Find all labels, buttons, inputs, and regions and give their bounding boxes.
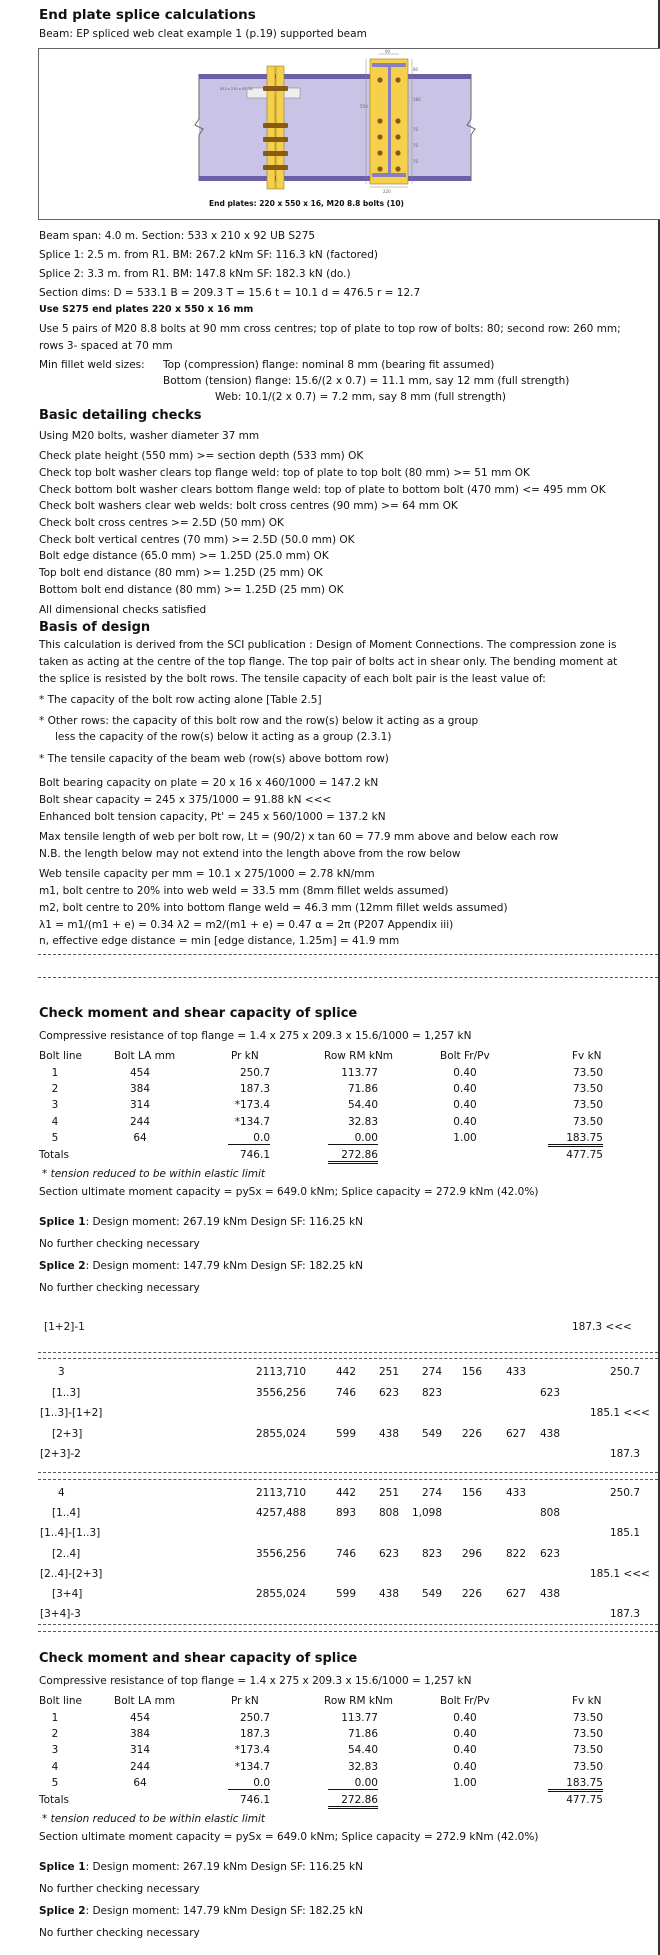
col-header-bolt-line: Bolt line bbox=[39, 1050, 82, 1062]
detailing-check: Check bolt vertical centres (70 mm) >= 2.5D (50.0 mm) OK bbox=[39, 534, 355, 546]
bolt-la-cell: 244 bbox=[129, 1760, 151, 1773]
row-rm-total: 272.86 bbox=[328, 1149, 378, 1164]
capacity-line: Bolt bearing capacity on plate = 20 x 16 x 460/1000 = 147.2 kN bbox=[39, 777, 379, 789]
row-rm-cell: 113.77 bbox=[341, 1712, 378, 1724]
group-cell: 6,256 bbox=[275, 1386, 306, 1399]
detailing-check: Check bolt washers clear web welds: bolt cross centres (90 mm) >= 64 mm OK bbox=[39, 500, 458, 512]
row-rm-cell: 0.00 bbox=[328, 1777, 378, 1790]
group-cell: 822 bbox=[505, 1547, 526, 1560]
group-cell: 1,098 bbox=[411, 1507, 442, 1520]
no-further-checking: No further checking necessary bbox=[39, 1238, 200, 1250]
no-further-checking: No further checking necessary bbox=[39, 1927, 200, 1939]
figure-caption: End plates: 220 x 550 x 16, M20 8.8 bolts (10) bbox=[209, 199, 404, 208]
splice-2-text: : Design moment: 147.79 kNm Design SF: 182.25 kN bbox=[85, 1905, 363, 1917]
fr-pv-cell: 0.40 bbox=[453, 1744, 477, 1757]
row-rm-cell: 54.40 bbox=[347, 1099, 378, 1112]
pr-cell: 187.3 bbox=[239, 1083, 270, 1096]
group-cell: 438 bbox=[378, 1588, 399, 1600]
fv-cell: 73.50 bbox=[572, 1115, 603, 1128]
splice-1-label: Splice 1 bbox=[39, 1216, 86, 1228]
bolt-line-cell: 4 bbox=[51, 1115, 59, 1128]
group-cell: 623 bbox=[539, 1547, 560, 1560]
col-header-row-rm: Row RM kNm bbox=[324, 1050, 394, 1062]
col-header-bolt-la: Bolt LA mm bbox=[114, 1050, 176, 1062]
bolt-line-cell: 2 bbox=[51, 1728, 59, 1741]
group-cell: 156 bbox=[461, 1366, 482, 1378]
group-cell: 7,488 bbox=[275, 1507, 306, 1520]
col-header-fr-pv: Bolt Fr/Pv bbox=[440, 1050, 490, 1062]
fr-pv-cell: 0.40 bbox=[453, 1067, 477, 1079]
m-line: m1, bolt centre to 20% into web weld = 33.5 mm (8mm fillet welds assumed) bbox=[39, 885, 449, 897]
fv-total: 477.75 bbox=[566, 1794, 603, 1806]
detailing-check: Bolt edge distance (65.0 mm) >= 1.25D (25.0 mm) OK bbox=[39, 550, 329, 562]
fv-cell: 73.50 bbox=[572, 1728, 603, 1741]
col-header-fv: Fv kN bbox=[572, 1050, 602, 1062]
bolt-la-cell: 384 bbox=[129, 1083, 151, 1096]
ultimate-capacity: Section ultimate moment capacity = pySx = 649.0 kNm; Splice capacity = 272.9 kNm (42.0%) bbox=[39, 1831, 539, 1843]
bottom-flange-shape bbox=[199, 176, 471, 181]
fillet-line: Top (compression) flange: nominal 8 mm (bearing fit assumed) bbox=[163, 359, 495, 371]
totals-label: Totals bbox=[39, 1149, 69, 1161]
group-cell: 187.3 bbox=[609, 1608, 640, 1621]
beam-description: Beam: EP spliced web cleat example 1 (p.19) supported beam bbox=[39, 28, 367, 40]
group-cell: 251 bbox=[378, 1366, 399, 1378]
bolt-la-cell: 64 bbox=[133, 1131, 147, 1144]
row-rm-cell: 32.83 bbox=[347, 1760, 378, 1773]
pr-cell: 0.0 bbox=[228, 1132, 270, 1145]
fv-cell: 183.75 bbox=[548, 1777, 603, 1792]
end-plate-drawing bbox=[39, 49, 660, 219]
bolt-line-cell: 4 bbox=[51, 1760, 59, 1773]
no-further-checking: No further checking necessary bbox=[39, 1883, 200, 1895]
fv-total: 477.75 bbox=[566, 1149, 603, 1161]
splice-1-label: Splice 1 bbox=[39, 1861, 86, 1873]
group-a-value: 187.3 <<< bbox=[572, 1321, 632, 1333]
group-cell: 823 bbox=[421, 1547, 442, 1560]
group-cell: 549 bbox=[421, 1588, 442, 1600]
compressive-line: Compressive resistance of top flange = 1.4 x 275 x 209.3 x 15.6/1000 = 1,257 kN bbox=[39, 1030, 472, 1042]
bolts-para: rows 3- spaced at 70 mm bbox=[39, 340, 173, 352]
tension-note: * tension reduced to be within elastic limit bbox=[42, 1813, 266, 1825]
capacity-line: Bolt shear capacity = 245 x 375/1000 = 91.88 kN <<< bbox=[39, 794, 332, 806]
fr-pv-cell: 1.00 bbox=[453, 1131, 477, 1144]
pr-cell: *134.7 bbox=[234, 1115, 270, 1128]
detailing-check: Check bolt cross centres >= 2.5D (50 mm) OK bbox=[39, 517, 284, 529]
basis-heading: Basis of design bbox=[39, 620, 151, 635]
page-title: End plate splice calculations bbox=[39, 7, 256, 23]
group-row-label: [2..4] bbox=[52, 1547, 81, 1560]
fr-pv-cell: 0.40 bbox=[453, 1760, 477, 1773]
group-cell: 433 bbox=[505, 1366, 526, 1378]
group-cell: 823 bbox=[421, 1386, 442, 1399]
row-rm-cell: 54.40 bbox=[347, 1744, 378, 1757]
divider bbox=[38, 1472, 658, 1473]
row-rm-cell: 32.83 bbox=[347, 1115, 378, 1128]
splice-2-label: Splice 2 bbox=[39, 1260, 86, 1272]
group-cell: 627 bbox=[505, 1588, 526, 1600]
fillet-label: Min fillet weld sizes: bbox=[39, 359, 145, 371]
dim-bottom: 220 bbox=[383, 189, 391, 194]
fillet-line: Bottom (tension) flange: 15.6/(2 x 0.7) = 11.1 mm, say 12 mm (full strength) bbox=[163, 375, 570, 387]
splice-2-line bbox=[39, 1260, 363, 1272]
group-cell: 3,710 bbox=[275, 1366, 306, 1378]
group-cell: 623 bbox=[378, 1386, 399, 1399]
group-row-label: [1..4]-[1..3] bbox=[40, 1527, 101, 1540]
fv-cell: 73.50 bbox=[572, 1760, 603, 1773]
group-cell: 250.7 bbox=[609, 1487, 640, 1499]
group-cell: 599 bbox=[335, 1427, 356, 1440]
info-line: Beam span: 4.0 m. Section: 533 x 210 x 92 UB S275 bbox=[39, 230, 316, 242]
group-cell: 599 bbox=[335, 1588, 356, 1600]
bolt-line-cell: 3 bbox=[51, 1099, 59, 1112]
plate-spec: Use S275 end plates 220 x 550 x 16 mm bbox=[39, 304, 254, 315]
web-tension-line: Web tensile capacity per mm = 10.1 x 275/1000 = 2.78 kN/mm bbox=[39, 868, 375, 880]
dim-right-2: 70 bbox=[413, 127, 419, 132]
group-cell: 226 bbox=[461, 1427, 482, 1440]
group-cell: 187.3 bbox=[609, 1448, 640, 1460]
col-header-fr-pv: Bolt Fr/Pv bbox=[440, 1695, 490, 1707]
splice-2-line bbox=[39, 1905, 363, 1917]
group-cell: 226 bbox=[461, 1588, 482, 1600]
group-cell: 442 bbox=[335, 1487, 356, 1499]
detailing-check: Check top bolt washer clears top flange weld: top of plate to top bolt (80 mm) >= 51 mm OK bbox=[39, 467, 530, 479]
bolt-la-cell: 64 bbox=[133, 1776, 147, 1789]
group-cell: 355 bbox=[255, 1386, 276, 1399]
pr-cell: 187.3 bbox=[239, 1728, 270, 1741]
capacity-line: Enhanced bolt tension capacity, Pt' = 245 x 560/1000 = 137.2 kN bbox=[39, 811, 386, 823]
group-row-label: [3+4] bbox=[52, 1588, 83, 1600]
basis-item: * Other rows: the capacity of this bolt row and the row(s) below it acting as a group bbox=[39, 715, 479, 727]
col-header-bolt-line: Bolt line bbox=[39, 1695, 82, 1707]
basis-para: the splice is resisted by the bolt rows. The tensile capacity of each bolt pair is the least value of: bbox=[39, 673, 546, 685]
col-header-bolt-la: Bolt LA mm bbox=[114, 1695, 176, 1707]
basis-item-continued: less the capacity of the row(s) below it acting as a group (2.3.1) bbox=[55, 731, 392, 743]
group-row-label: [1..3]-[1+2] bbox=[40, 1407, 103, 1419]
detailing-check: Check plate height (550 mm) >= section depth (533 mm) OK bbox=[39, 450, 364, 462]
group-cell: 251 bbox=[378, 1487, 399, 1499]
group-cell: 808 bbox=[539, 1507, 560, 1520]
group-cell: 6,256 bbox=[275, 1547, 306, 1560]
group-cell: 425 bbox=[255, 1507, 276, 1520]
tension-note: * tension reduced to be within elastic limit bbox=[42, 1168, 266, 1180]
pr-cell: *173.4 bbox=[234, 1744, 270, 1757]
pr-cell: 250.7 bbox=[239, 1712, 270, 1724]
ultimate-capacity: Section ultimate moment capacity = pySx = 649.0 kNm; Splice capacity = 272.9 kNm (42.0%) bbox=[39, 1186, 539, 1198]
info-line: Section dims: D = 533.1 B = 209.3 T = 15.6 t = 10.1 d = 476.5 r = 12.7 bbox=[39, 287, 421, 299]
group-cell: 627 bbox=[505, 1427, 526, 1440]
totals-label: Totals bbox=[39, 1794, 69, 1806]
fillet-line: Web: 10.1/(2 x 0.7) = 7.2 mm, say 8 mm (full strength) bbox=[215, 391, 506, 403]
check-heading: Check moment and shear capacity of splice bbox=[39, 1651, 358, 1666]
group-cell: 5,024 bbox=[275, 1588, 306, 1600]
section-label: 533 x 210 x 92 UB bbox=[220, 87, 253, 91]
bolt-la-cell: 314 bbox=[129, 1099, 151, 1112]
row-rm-cell: 113.77 bbox=[341, 1067, 378, 1079]
col-header-pr: Pr kN bbox=[231, 1050, 259, 1062]
divider bbox=[38, 1631, 658, 1632]
group-cell: 438 bbox=[539, 1427, 560, 1440]
group-cell: 5,024 bbox=[275, 1427, 306, 1440]
group-row-label: 4 bbox=[58, 1487, 65, 1499]
group-cell: 3,710 bbox=[275, 1487, 306, 1499]
dim-right-3: 70 bbox=[413, 143, 419, 148]
group-row-label: [1..4] bbox=[52, 1507, 81, 1520]
group-cell: 274 bbox=[421, 1487, 442, 1499]
group-row-label: [1..3] bbox=[52, 1386, 81, 1399]
bolt-la-cell: 244 bbox=[129, 1115, 151, 1128]
splice-1-line bbox=[39, 1861, 363, 1873]
col-header-row-rm: Row RM kNm bbox=[324, 1695, 394, 1707]
bolt-line-cell: 3 bbox=[51, 1744, 59, 1757]
bolt-la-cell: 454 bbox=[129, 1712, 151, 1724]
dim-right-4: 70 bbox=[413, 159, 419, 164]
bolt-line-cell: 1 bbox=[51, 1712, 59, 1724]
web-length-line: Max tensile length of web per bolt row, Lt = (90/2) x tan 60 = 77.9 mm above and below each row bbox=[39, 831, 559, 843]
fr-pv-cell: 0.40 bbox=[453, 1099, 477, 1112]
group-cell: 274 bbox=[421, 1366, 442, 1378]
group-cell: 442 bbox=[335, 1366, 356, 1378]
fv-cell: 73.50 bbox=[572, 1744, 603, 1757]
fv-cell: 73.50 bbox=[572, 1067, 603, 1079]
group-cell: 808 bbox=[378, 1507, 399, 1520]
divider bbox=[38, 1624, 658, 1625]
pr-cell: *134.7 bbox=[234, 1760, 270, 1773]
bolt-la-cell: 314 bbox=[129, 1744, 151, 1757]
splice-1-text: : Design moment: 267.19 kNm Design SF: 116.25 kN bbox=[85, 1216, 363, 1228]
fv-cell: 73.50 bbox=[572, 1099, 603, 1112]
detailing-heading: Basic detailing checks bbox=[39, 408, 202, 423]
fr-pv-cell: 0.40 bbox=[453, 1083, 477, 1096]
group-cell: 438 bbox=[539, 1588, 560, 1600]
group-cell: 156 bbox=[461, 1487, 482, 1499]
divider bbox=[38, 1479, 658, 1480]
group-cell: 746 bbox=[335, 1547, 356, 1560]
detailing-check: Top bolt end distance (80 mm) >= 1.25D (25 mm) OK bbox=[39, 567, 323, 579]
basis-item: * The capacity of the bolt row acting alone [Table 2.5] bbox=[39, 694, 322, 706]
splice-2-text: : Design moment: 147.79 kNm Design SF: 182.25 kN bbox=[85, 1260, 363, 1272]
row-rm-cell: 71.86 bbox=[347, 1083, 378, 1096]
splice-2-label: Splice 2 bbox=[39, 1905, 86, 1917]
detailing-summary: All dimensional checks satisfied bbox=[39, 604, 207, 616]
fv-cell: 73.50 bbox=[572, 1083, 603, 1096]
web-length-line: N.B. the length below may not extend into the length above from the row below bbox=[39, 848, 461, 860]
check-heading: Check moment and shear capacity of splice bbox=[39, 1006, 358, 1021]
group-cell: 355 bbox=[255, 1547, 276, 1560]
fv-cell: 183.75 bbox=[548, 1132, 603, 1147]
bolt-line-cell: 1 bbox=[51, 1067, 59, 1079]
group-cell: 185.1 <<< bbox=[590, 1567, 650, 1580]
info-line: Splice 1: 2.5 m. from R1. BM: 267.2 kNm SF: 116.3 kN (factored) bbox=[39, 249, 378, 261]
pr-cell: 0.0 bbox=[228, 1777, 270, 1790]
basis-item-text: Other rows: the capacity of this bolt row and the row(s) below it acting as a group bbox=[47, 715, 479, 727]
group-row-label: [2+3]-2 bbox=[40, 1448, 81, 1460]
no-further-checking: No further checking necessary bbox=[39, 1282, 200, 1294]
group-cell: 285 bbox=[255, 1588, 276, 1600]
detailing-check: Bottom bolt end distance (80 mm) >= 1.25D (25 mm) OK bbox=[39, 584, 344, 596]
group-cell: 623 bbox=[378, 1547, 399, 1560]
compressive-line: Compressive resistance of top flange = 1.4 x 275 x 209.3 x 15.6/1000 = 1,257 kN bbox=[39, 1675, 472, 1687]
basis-item-text: The tensile capacity of the beam web (row(s) above bottom row) bbox=[47, 753, 389, 765]
detailing-intro: Using M20 bolts, washer diameter 37 mm bbox=[39, 430, 260, 442]
pr-cell: 250.7 bbox=[239, 1067, 270, 1079]
row-rm-cell: 71.86 bbox=[347, 1728, 378, 1741]
bolt-line-cell: 5 bbox=[51, 1776, 59, 1789]
dim-right-0: 80 bbox=[413, 67, 419, 72]
group-cell: 893 bbox=[335, 1507, 356, 1520]
group-cell: 285 bbox=[255, 1427, 276, 1440]
row-rm-total: 272.86 bbox=[328, 1794, 378, 1809]
splice-1-text: : Design moment: 267.19 kNm Design SF: 116.25 kN bbox=[85, 1861, 363, 1873]
divider bbox=[38, 977, 658, 978]
fr-pv-cell: 1.00 bbox=[453, 1776, 477, 1789]
col-header-fv: Fv kN bbox=[572, 1695, 602, 1707]
group-row-label: [2..4]-[2+3] bbox=[40, 1567, 103, 1580]
bolt-line-cell: 5 bbox=[51, 1131, 59, 1144]
group-cell: 549 bbox=[421, 1427, 442, 1440]
row-rm-cell: 0.00 bbox=[328, 1132, 378, 1145]
basis-item: * The tensile capacity of the beam web (row(s) above bottom row) bbox=[39, 753, 389, 765]
fr-pv-cell: 0.40 bbox=[453, 1728, 477, 1741]
group-cell: 433 bbox=[505, 1487, 526, 1499]
basis-para: taken as acting at the centre of the top flange. The top pair of bolts act in shear only. The bending moment at bbox=[39, 656, 618, 668]
bolt-la-cell: 384 bbox=[129, 1728, 151, 1741]
bolts-para: Use 5 pairs of M20 8.8 bolts at 90 mm cross centres; top of plate to top row of bolts: 80; second row: 260 mm; bbox=[39, 323, 621, 335]
dim-left: 550 bbox=[360, 104, 368, 109]
group-cell: 250.7 bbox=[609, 1366, 640, 1378]
detailing-check: Check bottom bolt washer clears bottom flange weld: top of plate to bottom bolt (470 mm) <= 495 mm OK bbox=[39, 484, 606, 496]
group-cell: 185.1 <<< bbox=[590, 1407, 650, 1419]
divider bbox=[38, 1358, 658, 1359]
pr-cell: *173.4 bbox=[234, 1099, 270, 1112]
bolt-line-cell: 2 bbox=[51, 1083, 59, 1096]
end-plate-figure bbox=[38, 48, 660, 220]
dim-top: 90 bbox=[385, 49, 391, 54]
basis-para: This calculation is derived from the SCI publication : Design of Moment Connections. The compression zone is bbox=[39, 639, 617, 651]
col-header-pr: Pr kN bbox=[231, 1695, 259, 1707]
fr-pv-cell: 0.40 bbox=[453, 1115, 477, 1128]
pr-total: 746.1 bbox=[239, 1149, 270, 1161]
group-cell: 746 bbox=[335, 1386, 356, 1399]
bolt-la-cell: 454 bbox=[129, 1067, 151, 1079]
fr-pv-cell: 0.40 bbox=[453, 1712, 477, 1724]
group-cell: 185.1 bbox=[609, 1527, 640, 1540]
group-cell: 438 bbox=[378, 1427, 399, 1440]
group-a-label: [1+2]-1 bbox=[44, 1321, 85, 1333]
top-flange-shape bbox=[199, 74, 471, 79]
m-line: λ1 = m1/(m1 + e) = 0.34 λ2 = m2/(m1 + e) = 0.47 α = 2π (P207 Appendix iii) bbox=[39, 919, 454, 931]
m-line: m2, bolt centre to 20% into bottom flange weld = 46.3 mm (12mm fillet welds assumed) bbox=[39, 902, 508, 914]
divider bbox=[38, 1352, 658, 1353]
info-line: Splice 2: 3.3 m. from R1. BM: 147.8 kNm SF: 182.3 kN (do.) bbox=[39, 268, 351, 280]
group-cell: 211 bbox=[255, 1366, 276, 1378]
divider bbox=[38, 954, 658, 955]
basis-item-text: The capacity of the bolt row acting alone [Table 2.5] bbox=[47, 694, 322, 706]
group-row-label: [2+3] bbox=[52, 1427, 83, 1440]
fv-cell: 73.50 bbox=[572, 1712, 603, 1724]
group-row-label: [3+4]-3 bbox=[40, 1608, 81, 1621]
group-cell: 623 bbox=[539, 1386, 560, 1399]
group-cell: 296 bbox=[461, 1547, 482, 1560]
group-row-label: 3 bbox=[58, 1366, 65, 1378]
pr-total: 746.1 bbox=[239, 1794, 270, 1806]
m-line: n, effective edge distance = min [edge distance, 1.25m] = 41.9 mm bbox=[39, 935, 400, 947]
splice-1-line bbox=[39, 1216, 363, 1228]
group-cell: 211 bbox=[255, 1487, 276, 1499]
dim-right-1: 180 bbox=[413, 97, 421, 102]
